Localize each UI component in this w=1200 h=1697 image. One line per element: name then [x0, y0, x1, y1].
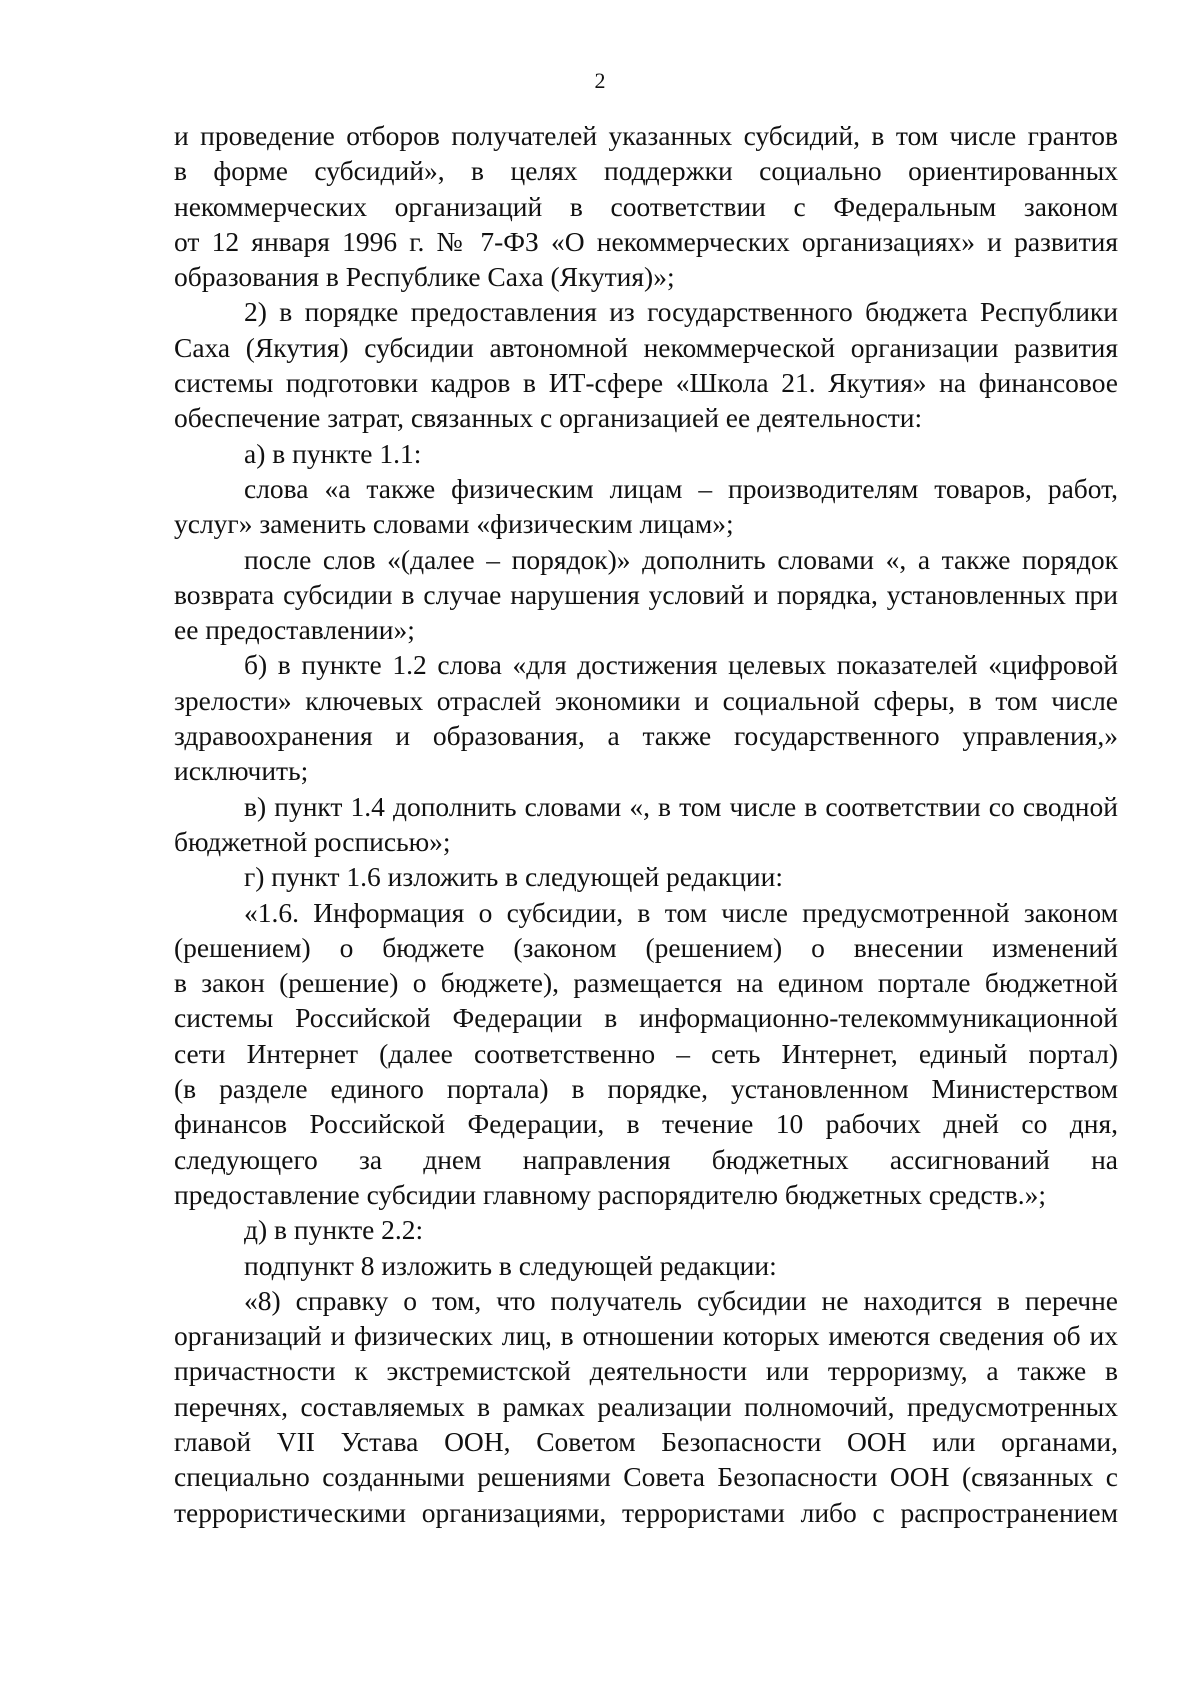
text-line: следующего за днем направления бюджетных ассигнований на — [174, 1143, 1118, 1175]
text-line: зрелости» ключевых отраслей экономики и социальной сферы, в том числе — [174, 684, 1118, 716]
paragraph-first-line: после слов «(далее – порядок)» дополнить словами «, а также порядок — [244, 543, 1118, 575]
paragraph-first-line: слова «а также физическим лицам – производителям товаров, работ, — [244, 472, 1118, 504]
page-number: 2 — [594, 68, 606, 93]
text-line: исключить; — [174, 755, 309, 787]
paragraph-first-line: в) пункт 1.4 дополнить словами «, в том числе в соответствии со сводной — [244, 790, 1118, 822]
text-line: организаций и физических лиц, в отношении которых имеются сведения об их — [174, 1320, 1118, 1352]
text-line: здравоохранения и образования, а также государственного управления,» — [174, 720, 1118, 752]
paragraph-first-line: «8) справку о том, что получатель субсидии не находится в перечне — [244, 1284, 1118, 1316]
text-line: (решением) о бюджете (законом (решением) о внесении изменений — [174, 931, 1118, 963]
paragraph-first-line: б) в пункте 1.2 слова «для достижения целевых показателей «цифровой — [244, 649, 1118, 681]
text-line: финансов Российской Федерации, в течение 10 рабочих дней со дня, — [174, 1108, 1118, 1140]
text-line: в закон (решение) о бюджете), размещается на едином портале бюджетной — [174, 967, 1118, 999]
text-line: ее предоставлении»; — [174, 614, 415, 646]
text-line: специально созданными решениями Совета Безопасности ООН (связанных с — [174, 1461, 1118, 1493]
paragraph-first-line: г) пункт 1.6 изложить в следующей редакции: — [244, 861, 783, 893]
paragraph-first-line: а) в пункте 1.1: — [244, 437, 422, 469]
text-line: образования в Республике Саха (Якутия)»; — [174, 261, 675, 293]
text-line: услуг» заменить словами «физическим лицам»; — [174, 508, 734, 540]
paragraph-first-line: «1.6. Информация о субсидии, в том числе предусмотренной законом — [244, 896, 1118, 928]
text-line: предоставление субсидии главному распорядителю бюджетных средств.»; — [174, 1178, 1046, 1210]
text-line: системы Российской Федерации в информационно-телекоммуникационной — [174, 1002, 1118, 1034]
text-line: Саха (Якутия) субсидии автономной некоммерческой организации развития — [174, 331, 1118, 363]
text-line: обеспечение затрат, связанных с организацией ее деятельности: — [174, 402, 923, 434]
text-line: причастности к экстремистской деятельности или терроризму, а также в — [174, 1355, 1118, 1387]
text-line: в форме субсидий», в целях поддержки социально ориентированных — [174, 155, 1118, 187]
text-line: (в разделе единого портала) в порядке, установленном Министерством — [174, 1073, 1118, 1105]
paragraph-first-line: 2) в порядке предоставления из государственного бюджета Республики — [244, 296, 1118, 328]
text-line: от 12 января 1996 г. № 7-ФЗ «О некоммерческих организациях» и развития — [174, 225, 1118, 257]
paragraph-first-line: д) в пункте 2.2: — [244, 1214, 424, 1246]
text-line: сети Интернет (далее соответственно – сеть Интернет, единый портал) — [174, 1037, 1118, 1069]
text-line: и проведение отборов получателей указанных субсидий, в том числе грантов — [174, 120, 1118, 151]
document-body — [174, 118, 1118, 1530]
text-line: возврата субсидии в случае нарушения условий и порядка, установленных при — [174, 578, 1118, 610]
text-line: бюджетной росписью»; — [174, 825, 451, 857]
text-line: перечнях, составляемых в рамках реализации полномочий, предусмотренных — [174, 1390, 1118, 1422]
text-line: некоммерческих организаций в соответствии с Федеральным законом — [174, 190, 1118, 222]
text-line: террористическими организациями, террористами либо с распространением — [174, 1496, 1118, 1528]
text-line: системы подготовки кадров в ИТ-сфере «Школа 21. Якутия» на финансовое — [174, 367, 1118, 399]
paragraph-first-line: подпункт 8 изложить в следующей редакции: — [244, 1249, 777, 1281]
text-line: главой VII Устава ООН, Советом Безопасности ООН или органами, — [174, 1425, 1118, 1457]
